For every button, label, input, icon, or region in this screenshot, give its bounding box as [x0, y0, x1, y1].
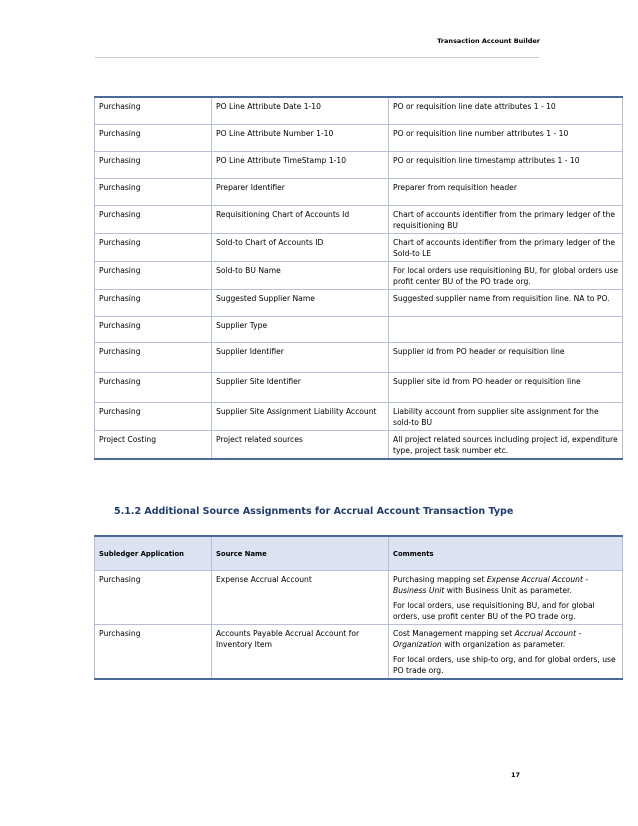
cell-subledger-application: Purchasing — [95, 372, 212, 402]
cell-subledger-application: Purchasing — [95, 402, 212, 430]
table-row — [95, 233, 623, 261]
comment-orders: For local orders, use ship-to org, and for global orders, use PO trade org. — [393, 655, 616, 675]
cell-subledger-application: Purchasing — [95, 233, 212, 261]
cell-source-name: Accounts Payable Accrual Account for Inventory Item — [212, 625, 389, 680]
table-row — [95, 289, 623, 316]
mapping-set-name: Expense Accrual Account - Business Unit — [393, 575, 589, 595]
cell-source-name: Supplier Site Assignment Liability Account — [212, 402, 389, 430]
cell-source-name: PO Line Attribute Date 1-10 — [212, 97, 389, 124]
cell-source-name: Suggested Supplier Name — [212, 289, 389, 316]
cell-subledger-application: Purchasing — [95, 97, 212, 124]
cell-source-name: Expense Accrual Account — [212, 571, 389, 625]
cell-subledger-application: Purchasing — [95, 571, 212, 625]
cell-comments — [389, 625, 623, 680]
table-row — [95, 178, 623, 205]
page-number: 17 — [511, 771, 521, 779]
cell-subledger-application: Purchasing — [95, 289, 212, 316]
cell-comments: Suggested supplier name from requisition line. NA to PO. — [389, 289, 623, 316]
cell-comments: Supplier site id from PO header or requisition line — [389, 372, 623, 402]
table-row — [95, 430, 623, 459]
cell-subledger-application: Purchasing — [95, 261, 212, 289]
table-row — [95, 402, 623, 430]
mapping-set-name: Accrual Account - Organization — [393, 629, 582, 649]
cell-subledger-application: Purchasing — [95, 625, 212, 680]
cell-source-name: Project related sources — [212, 430, 389, 459]
cell-comments — [389, 316, 623, 342]
cell-comments: PO or requisition line date attributes 1 - 10 — [389, 97, 623, 124]
cell-source-name: PO Line Attribute Number 1-10 — [212, 124, 389, 151]
table-row — [95, 316, 623, 342]
cell-comments: For local orders use requisitioning BU, for global orders use profit center BU of the PO trade org. — [389, 261, 623, 289]
cell-subledger-application: Purchasing — [95, 124, 212, 151]
table-row — [95, 124, 623, 151]
table-row — [95, 372, 623, 402]
cell-comments: PO or requisition line timestamp attributes 1 - 10 — [389, 151, 623, 178]
cell-subledger-application: Purchasing — [95, 205, 212, 233]
table-row — [95, 261, 623, 289]
comment-text: Cost Management mapping set — [393, 629, 515, 638]
cell-comments — [389, 571, 623, 625]
cell-comments: All project related sources including project id, expenditure type, project task number etc. — [389, 430, 623, 459]
cell-comments: Preparer from requisition header — [389, 178, 623, 205]
cell-comments: Chart of accounts identifier from the primary ledger of the requisitioning BU — [389, 205, 623, 233]
cell-comments: PO or requisition line number attributes 1 - 10 — [389, 124, 623, 151]
cell-comments: Chart of accounts identifier from the primary ledger of the Sold-to LE — [389, 233, 623, 261]
cell-subledger-application: Purchasing — [95, 151, 212, 178]
table-row — [95, 151, 623, 178]
cell-subledger-application: Purchasing — [95, 342, 212, 372]
cell-subledger-application: Project Costing — [95, 430, 212, 459]
cell-source-name: Sold-to BU Name — [212, 261, 389, 289]
cell-comments: Liability account from supplier site assignment for the sold-to BU — [389, 402, 623, 430]
cell-source-name: PO Line Attribute TimeStamp 1-10 — [212, 151, 389, 178]
comment-text: with Business Unit as parameter. — [444, 586, 572, 595]
cell-source-name: Sold-to Chart of Accounts ID — [212, 233, 389, 261]
cell-source-name: Preparer Identifier — [212, 178, 389, 205]
cell-source-name: Requisitioning Chart of Accounts Id — [212, 205, 389, 233]
table-row — [95, 571, 623, 625]
accrual-source-assignments-table — [94, 535, 623, 680]
source-assignments-table-continued — [94, 96, 623, 460]
table-row — [95, 342, 623, 372]
table-row — [95, 205, 623, 233]
table-header-row — [95, 536, 623, 571]
cell-source-name: Supplier Identifier — [212, 342, 389, 372]
header-divider — [95, 57, 539, 58]
column-header-source-name: Source Name — [212, 536, 389, 571]
column-header-subledger-application: Subledger Application — [95, 536, 212, 571]
comment-mapping-set — [393, 574, 619, 596]
comment-mapping-set — [393, 628, 619, 650]
column-header-comments: Comments — [389, 536, 623, 571]
comment-text: with organization as parameter. — [441, 640, 566, 649]
comment-orders: For local orders, use requisitioning BU, and for global orders, use profit center BU of the PO trade org. — [393, 601, 595, 621]
cell-source-name: Supplier Type — [212, 316, 389, 342]
document-title: Transaction Account Builder — [437, 37, 540, 45]
comment-text: Purchasing mapping set — [393, 575, 487, 584]
table-row — [95, 97, 623, 124]
cell-source-name: Supplier Site Identifier — [212, 372, 389, 402]
cell-subledger-application: Purchasing — [95, 316, 212, 342]
table-row — [95, 625, 623, 680]
section-heading: 5.1.2 Additional Source Assignments for Accrual Account Transaction Type — [114, 506, 514, 517]
cell-comments: Supplier id from PO header or requisition line — [389, 342, 623, 372]
cell-subledger-application: Purchasing — [95, 178, 212, 205]
